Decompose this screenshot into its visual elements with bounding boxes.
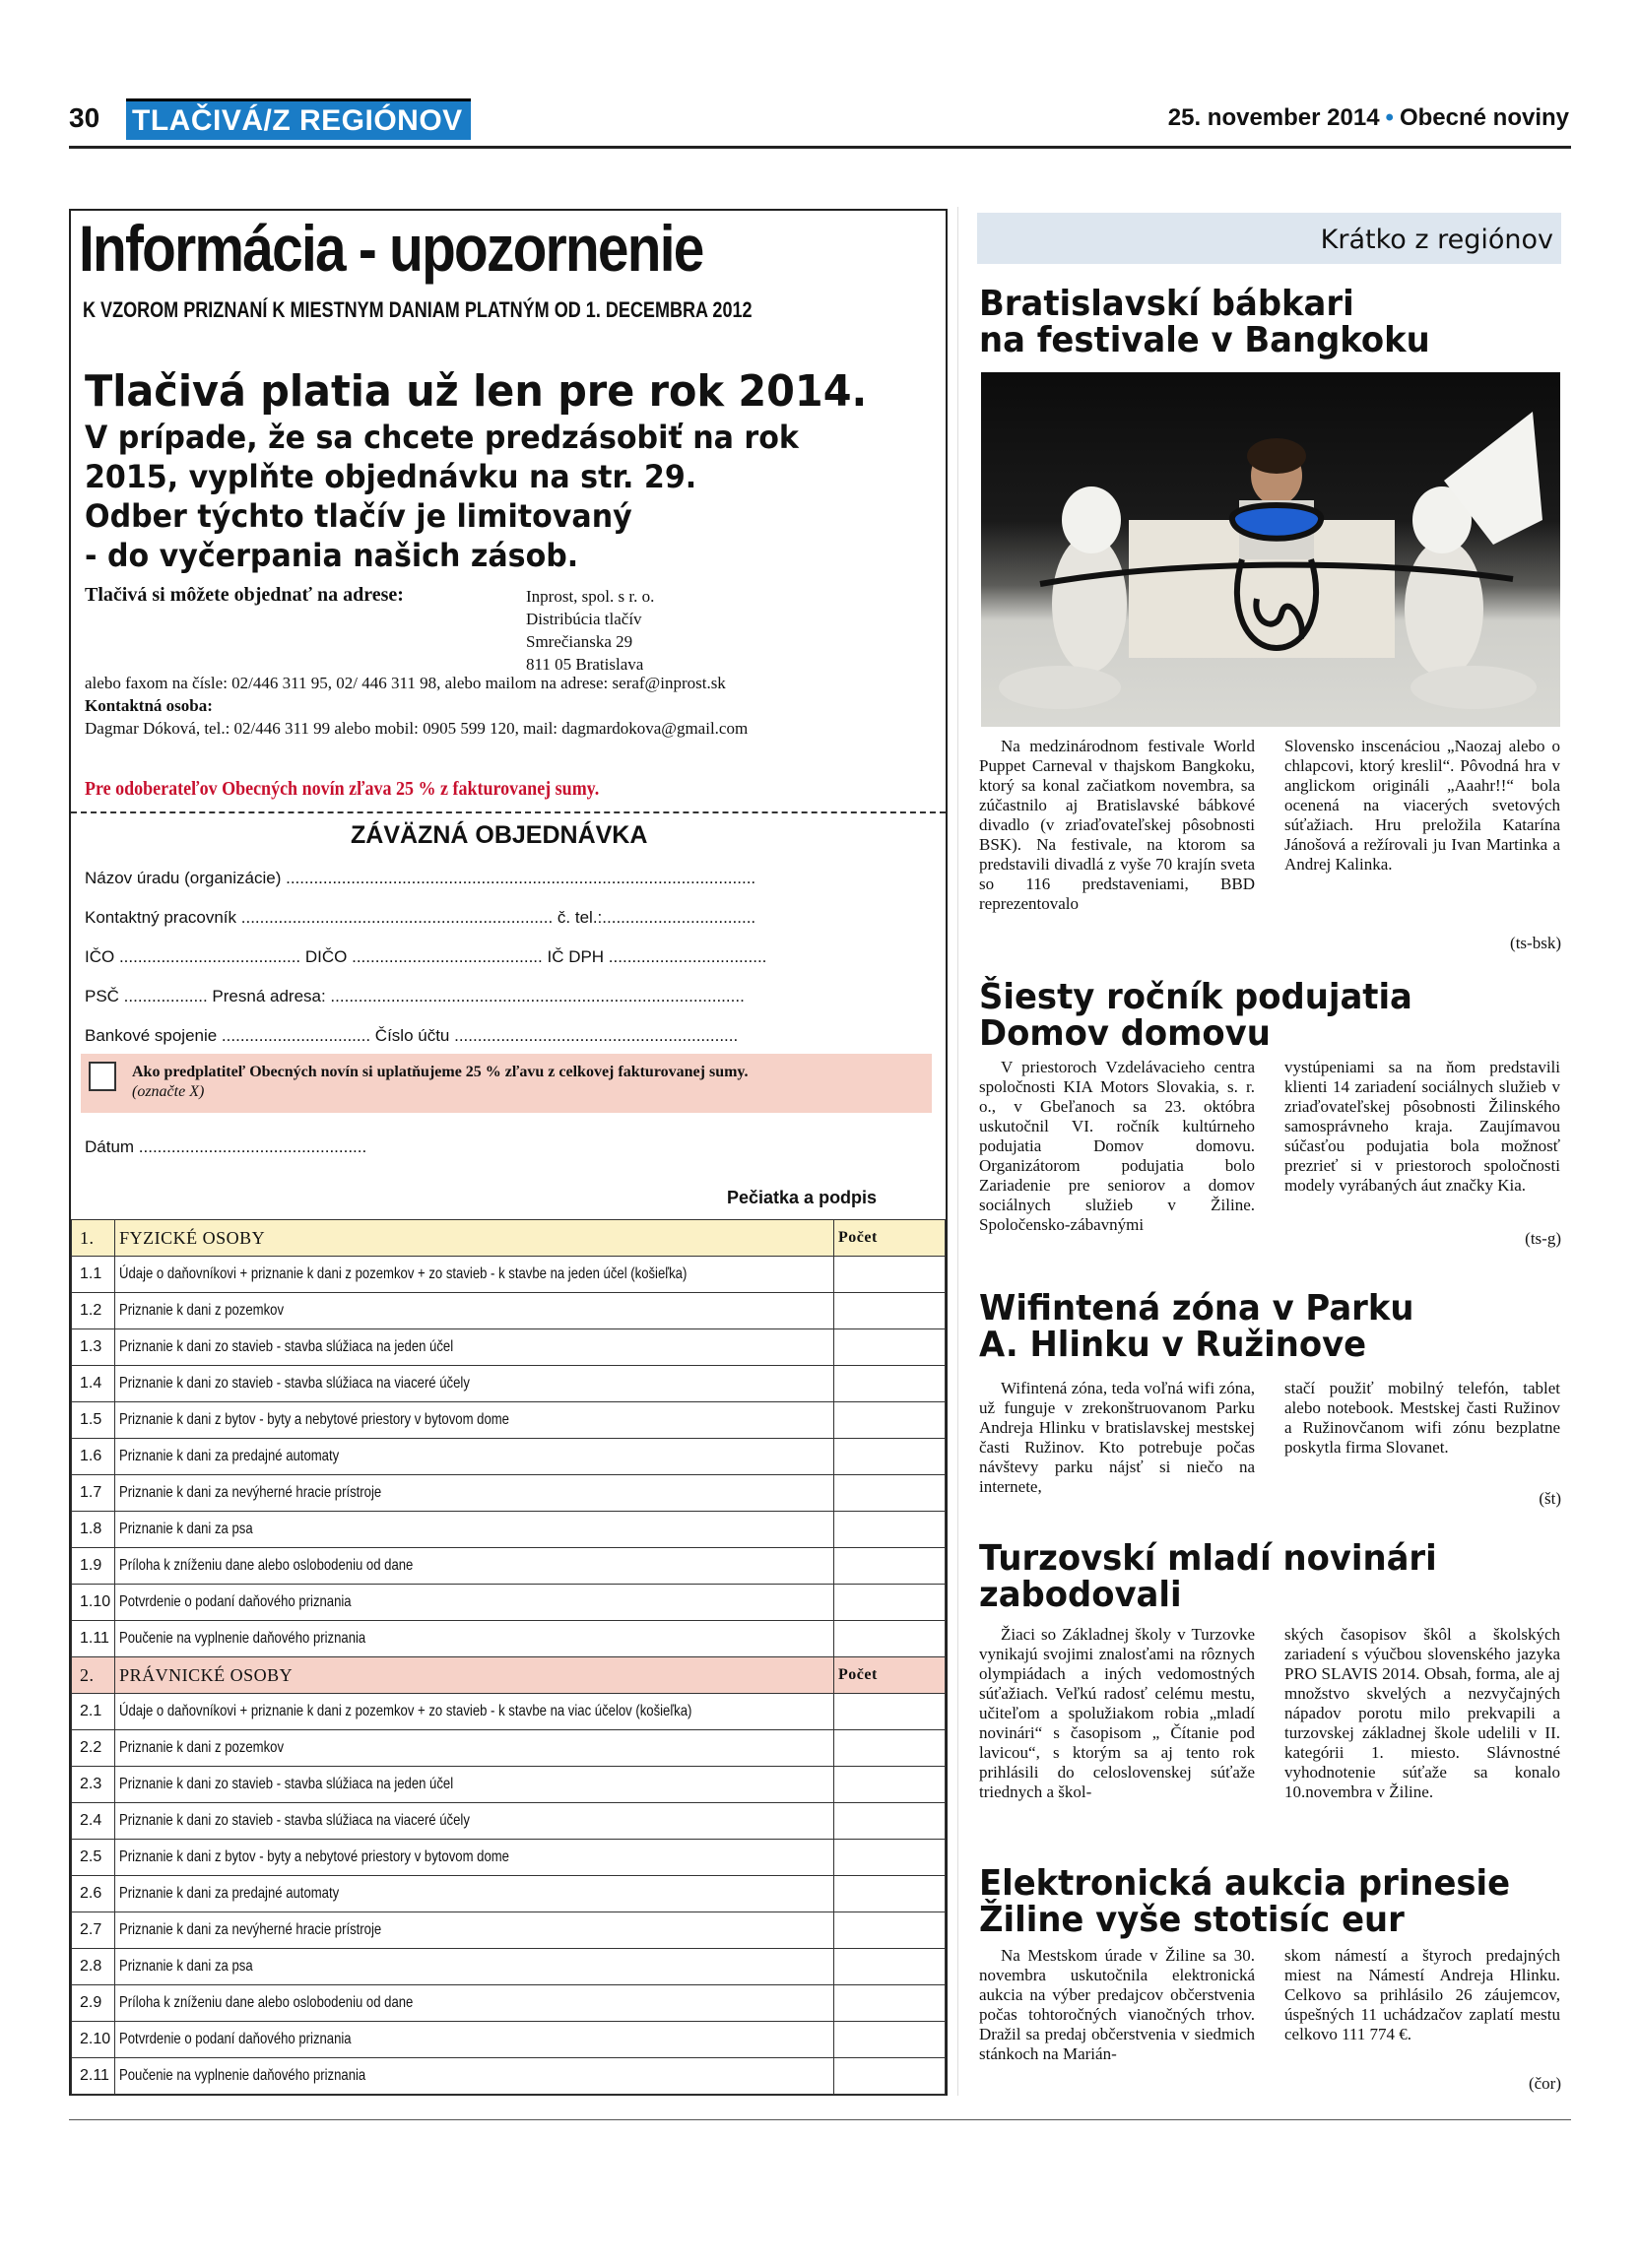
- cut-line: [71, 811, 946, 813]
- discount-note: Pre odoberateľov Obecných novín zľava 25 % z fakturovanej sumy.: [85, 778, 600, 800]
- count-input-cell[interactable]: [834, 2058, 946, 2095]
- count-column-label: Počet: [834, 1220, 946, 1257]
- section-number: 1.: [72, 1220, 115, 1257]
- row-description-text: Priznanie k dani za predajné automaty: [119, 1448, 340, 1464]
- row-description: [115, 1585, 834, 1621]
- row-description-text: Údaje o daňovníkovi + priznanie k dani z pozemkov + zo stavieb - k stavbe na viac účelov (košieľka): [119, 1703, 692, 1719]
- row-description-text: Priznanie k dani za predajné automaty: [119, 1885, 340, 1902]
- count-column-label: Počet: [834, 1657, 946, 1694]
- section-label: TLAČIVÁ/Z REGIÓNOV: [126, 98, 471, 140]
- article-headline: [979, 1540, 1437, 1613]
- headline-line: Turzovskí mladí novinári: [979, 1538, 1437, 1579]
- address-block: [526, 585, 654, 676]
- article-col2: ských časopisov škôl a školských zariadení s výučbou slovenského jazyka PRO SLAVIS 2014. Obsah, forma, ale aj množstvo skvelých a nezvyčajných nápadov porotu milo prekvapili a turzovskej základnej škole udelili v II. kategórii 1. miesto. Slávnostné vyhodnotenie súťaže sa konalo 10.novembra v Žiline.: [1284, 1625, 1560, 1801]
- article-col2: skom námestí a štyroch predajných miest na Námestí Andreja Hlinku. Celkovo sa prihlásilo 26 záujemcov, úspešných 11 uchádzačov zaplatí mestu celkovo 111 774 €.: [1284, 1946, 1560, 2043]
- table-row: [72, 1293, 946, 1329]
- row-number: 2.2: [72, 1730, 115, 1767]
- row-description-text: Priznanie k dani zo stavieb - stavba slúžiaca na viaceré účely: [119, 1812, 471, 1829]
- table-row: [72, 1329, 946, 1366]
- row-description-text: Priznanie k dani z bytov - byty a nebytové priestory v bytovom dome: [119, 1848, 510, 1865]
- table-row: [72, 2058, 946, 2095]
- headline-line: na festivale v Bangkoku: [979, 320, 1430, 360]
- row-description-text: Potvrdenie o podaní daňového priznania: [119, 1593, 352, 1610]
- notice-line: 2015, vyplňte objednávku na str. 29.: [85, 458, 697, 495]
- article-headline: [979, 1290, 1413, 1363]
- bottom-rule: [69, 2119, 1571, 2120]
- address-label: Tlačivá si môžete objednať na adrese:: [85, 584, 404, 606]
- row-number: 1.6: [72, 1439, 115, 1475]
- count-input-cell[interactable]: [834, 1730, 946, 1767]
- puppeteer-right: [1405, 412, 1542, 709]
- row-description-text: Priznanie k dani zo stavieb - stavba slúžiaca na jeden účel: [119, 1776, 454, 1792]
- row-number: 1.5: [72, 1402, 115, 1439]
- count-input-cell[interactable]: [834, 1585, 946, 1621]
- row-description: [115, 1840, 834, 1876]
- row-description-text: Príloha k zníženiu dane alebo oslobodeniu od dane: [119, 1557, 414, 1574]
- row-description-text: Priznanie k dani za psa: [119, 1958, 253, 1975]
- count-input-cell[interactable]: [834, 1439, 946, 1475]
- count-input-cell[interactable]: [834, 1985, 946, 2022]
- count-input-cell[interactable]: [834, 1475, 946, 1512]
- article-headline: [979, 979, 1412, 1052]
- notice-line: Odber týchto tlačív je limitovaný: [85, 497, 632, 535]
- count-input-cell[interactable]: [834, 1949, 946, 1985]
- row-description-text: Priznanie k dani zo stavieb - stavba slúžiaca na viaceré účely: [119, 1375, 471, 1392]
- row-description: [115, 1985, 834, 2022]
- article-headline: [979, 1865, 1510, 1938]
- headline-line: Bratislavskí bábkari: [979, 284, 1354, 324]
- table-section-header: [72, 1220, 946, 1257]
- count-input-cell[interactable]: [834, 1257, 946, 1293]
- row-description: [115, 1949, 834, 1985]
- row-description-text: Údaje o daňovníkovi + priznanie k dani z pozemkov + zo stavieb - k stavbe na jeden účel (košieľka): [119, 1265, 688, 1282]
- discount-checkbox[interactable]: [89, 1062, 116, 1091]
- row-description-text: Priznanie k dani za nevýherné hracie prístroje: [119, 1484, 382, 1501]
- table-row: [72, 1730, 946, 1767]
- row-number: 2.3: [72, 1767, 115, 1803]
- table-row: [72, 1949, 946, 1985]
- table-row: [72, 1548, 946, 1585]
- row-description: [115, 1621, 834, 1657]
- row-description: [115, 1694, 834, 1730]
- row-number: 1.7: [72, 1475, 115, 1512]
- table-row: [72, 1621, 946, 1657]
- puppet-photo: [981, 372, 1560, 727]
- fax-line: alebo faxom na čísle: 02/446 311 95, 02/ 446 311 98, alebo mailom na adrese: seraf@inprost.sk: [85, 674, 726, 692]
- headline-line: Wifintená zóna v Parku: [979, 1288, 1414, 1328]
- row-description-text: Príloha k zníženiu dane alebo oslobodeniu od dane: [119, 1994, 414, 2011]
- row-number: 2.8: [72, 1949, 115, 1985]
- table-row: [72, 1840, 946, 1876]
- contact-block: [85, 672, 748, 740]
- row-description-text: Priznanie k dani za psa: [119, 1521, 253, 1537]
- field-ico-dic[interactable]: IČO ....................................... DIČO ......................................... IČ DPH ..................................: [85, 947, 767, 966]
- row-number: 1.3: [72, 1329, 115, 1366]
- headline-line: Domov domovu: [979, 1013, 1271, 1054]
- row-number: 1.1: [72, 1257, 115, 1293]
- row-description: [115, 1767, 834, 1803]
- count-input-cell[interactable]: [834, 1329, 946, 1366]
- row-description: [115, 1912, 834, 1949]
- article-col1: Žiaci so Základnej školy v Turzovke vynikajú svojimi znalosťami na rôznych olympiádach a iných vedomostných súťažiach. Veľkú radosť celému mestu, učiteľom a spolužiakom robia „mladí novinári“ s časopisom „ Čítanie pod lavicou“, s ktorým sa aj tento rok prihlásili do celoslovenskej súťaže triednych a škol-: [979, 1625, 1255, 1801]
- table-row: [72, 1366, 946, 1402]
- row-number: 1.9: [72, 1548, 115, 1585]
- section-number: 2.: [72, 1657, 115, 1694]
- stamp-label: Pečiatka a podpis: [727, 1188, 878, 1207]
- row-description-text: Poučenie na vyplnenie daňového priznania: [119, 1630, 366, 1647]
- article-signature: (čor): [1528, 2074, 1561, 2093]
- notice-line: V prípade, že sa chcete predzásobiť na rok: [85, 419, 799, 456]
- row-description: [115, 2022, 834, 2058]
- row-number: 2.5: [72, 1840, 115, 1876]
- field-bank[interactable]: Bankové spojenie ................................ Číslo účtu .............................................................: [85, 1026, 739, 1045]
- count-input-cell[interactable]: [834, 1912, 946, 1949]
- table-row: [72, 1475, 946, 1512]
- notice-line: - do vyčerpania našich zásob.: [85, 537, 579, 574]
- headline-line: Elektronická aukcia prinesie: [979, 1863, 1511, 1904]
- table-row: [72, 1803, 946, 1840]
- row-description-text: Priznanie k dani zo stavieb - stavba slúžiaca na jeden účel: [119, 1338, 454, 1355]
- row-number: 2.7: [72, 1912, 115, 1949]
- row-description: [115, 1257, 834, 1293]
- checkbox-hint: (označte X): [132, 1083, 205, 1100]
- column-title: Krátko z regiónov: [1320, 225, 1553, 255]
- row-number: 1.11: [72, 1621, 115, 1657]
- row-description: [115, 1366, 834, 1402]
- row-number: 1.8: [72, 1512, 115, 1548]
- row-number: 1.10: [72, 1585, 115, 1621]
- issue-date: 25. november 2014: [1167, 104, 1380, 131]
- article-col1: Wifintená zóna, teda voľná wifi zóna, už funguje v zrekonštruovanom Parku Andreja Hlinku v bratislavskej mestskej časti Ružinov. Kto potrebuje počas návštevy parku nájsť si niečo na internete,: [979, 1379, 1255, 1496]
- table-row: [72, 1439, 946, 1475]
- article-col1: V priestoroch Vzdelávacieho centra spoločnosti KIA Motors Slovakia, s. r. o., v Gbeľanoch sa 23. októbra uskutočnil VI. ročník kultúrneho podujatia Domov domovu. Organizátorom podujatia bolo Zariadenie pre seniorov a domov sociálnych služieb v Žiline. Spoločensko-zábavnými: [979, 1058, 1255, 1234]
- count-input-cell[interactable]: [834, 2022, 946, 2058]
- contact-line: Dagmar Dóková, tel.: 02/446 311 99 alebo mobil: 0905 599 120, mail: dagmardokova@gmail.com: [85, 719, 749, 738]
- row-number: 1.2: [72, 1293, 115, 1329]
- puppeteer-left: [999, 486, 1127, 709]
- order-table: [71, 1219, 946, 2095]
- row-description: [115, 1329, 834, 1366]
- row-description: [115, 1402, 834, 1439]
- field-psc-address[interactable]: PSČ .................. Presná adresa: .........................................................................................: [85, 987, 745, 1005]
- article-signature: (št): [1539, 1489, 1561, 1508]
- table-row: [72, 1585, 946, 1621]
- headline-line: Šiesty ročník podujatia: [979, 977, 1412, 1017]
- headline-line: zabodovali: [979, 1575, 1182, 1615]
- row-number: 2.4: [72, 1803, 115, 1840]
- address-line: Smrečianska 29: [526, 632, 633, 651]
- table-row: [72, 1876, 946, 1912]
- table-row: [72, 2022, 946, 2058]
- row-number: 2.11: [72, 2058, 115, 2095]
- row-description: [115, 2058, 834, 2095]
- count-input-cell[interactable]: [834, 1402, 946, 1439]
- row-description-text: Poučenie na vyplnenie daňového priznania: [119, 2067, 366, 2084]
- address-line: Inprost, spol. s r. o.: [526, 587, 655, 606]
- section-title: PRÁVNICKÉ OSOBY: [115, 1657, 834, 1694]
- field-office-name[interactable]: Názov úradu (organizácie) .....................................................................................................: [85, 869, 756, 887]
- row-number: 2.9: [72, 1985, 115, 2022]
- headline-line: A. Hlinku v Ružinove: [979, 1325, 1367, 1365]
- notice-lines: [85, 418, 799, 575]
- row-description: [115, 1439, 834, 1475]
- count-input-cell[interactable]: [834, 1876, 946, 1912]
- address-line: 811 05 Bratislava: [526, 655, 644, 674]
- row-description-text: Priznanie k dani za nevýherné hracie prístroje: [119, 1921, 382, 1938]
- count-input-cell[interactable]: [834, 1694, 946, 1730]
- row-description: [115, 1803, 834, 1840]
- article-col1: Na medzinárodnom festivale World Puppet Carneval v thajskom Bangkoku, ktorý sa konal začiatkom novembra, sa zúčastnilo aj Bratislavské bábkové divadlo (v zriaďovateľskej pôsobnosti BSK). Na festivale, na ktorom sa predstavili divadlá z vyše 70 krajín sveta so 116 predstaveniami, BBD reprezentovalo: [979, 737, 1255, 913]
- table-row: [72, 1767, 946, 1803]
- row-description-text: Priznanie k dani z pozemkov: [119, 1739, 285, 1756]
- row-number: 2.6: [72, 1876, 115, 1912]
- field-contact-person[interactable]: Kontaktný pracovník ................................................................... č. tel.:.................................: [85, 908, 756, 927]
- row-description-text: Priznanie k dani z pozemkov: [119, 1302, 285, 1319]
- separator-dot: •: [1385, 104, 1394, 131]
- address-line: Distribúcia tlačív: [526, 610, 642, 628]
- article-signature: (ts-g): [1525, 1229, 1561, 1248]
- row-description: [115, 1730, 834, 1767]
- checkbox-text: Ako predplatiteľ Obecných novín si uplatňujeme 25 % zľavu z celkovej fakturovanej sumy.: [132, 1064, 749, 1080]
- table-row: [72, 1912, 946, 1949]
- table-row: [72, 1985, 946, 2022]
- order-heading: ZÁVÄZNÁ OBJEDNÁVKA: [351, 821, 648, 849]
- issue-info: [1168, 104, 1569, 132]
- table-row: [72, 1512, 946, 1548]
- row-description-text: Potvrdenie o podaní daňového priznania: [119, 2031, 352, 2047]
- row-description-text: Priznanie k dani z bytov - byty a nebytové priestory v bytovom dome: [119, 1411, 510, 1428]
- count-input-cell[interactable]: [834, 1840, 946, 1876]
- notice-subtitle: K VZOROM PRIZNANÍ K MIESTNYM DANIAM PLATNÝM OD 1. DECEMBRA 2012: [83, 297, 753, 322]
- table-row: [72, 1257, 946, 1293]
- count-input-cell[interactable]: [834, 1366, 946, 1402]
- notice-title: Informácia - upozornenie: [79, 212, 703, 285]
- count-input-cell[interactable]: [834, 1548, 946, 1585]
- row-number: 1.4: [72, 1366, 115, 1402]
- contact-label: Kontaktná osoba:: [85, 696, 213, 715]
- table-section-header: [72, 1657, 946, 1694]
- count-input-cell[interactable]: [834, 1512, 946, 1548]
- row-number: 2.1: [72, 1694, 115, 1730]
- table-row: [72, 1402, 946, 1439]
- article-col2: stačí použiť mobilný telefón, tablet alebo notebook. Mestskej časti Ružinov a Ružinovčanom wifi zónu bezplatne poskytla firma Slovanet.: [1284, 1379, 1560, 1457]
- column-divider: [957, 207, 958, 2096]
- article-signature: (ts-bsk): [1510, 934, 1561, 952]
- discount-checkbox-panel: [81, 1054, 932, 1113]
- article-col1: Na Mestskom úrade v Žiline sa 30. novembra uskutočnila elektronická aukcia na výber predajcov občerstvenia počas tohtoročných vianočných trhov. Dražil sa predaj občerstvenia v siedmich stánkoch na Marián-: [979, 1946, 1255, 2063]
- count-input-cell[interactable]: [834, 1293, 946, 1329]
- paper-name: Obecné noviny: [1399, 104, 1569, 131]
- headline-line: Žiline vyše stotisíc eur: [979, 1900, 1405, 1940]
- row-description: [115, 1548, 834, 1585]
- row-description: [115, 1293, 834, 1329]
- row-description: [115, 1876, 834, 1912]
- row-description: [115, 1475, 834, 1512]
- row-description: [115, 1512, 834, 1548]
- article-col2: vystúpeniami sa na ňom predstavili klienti 14 zariadení sociálnych služieb v zriaďovateľskej pôsobnosti Žilinského samosprávneho kraja. Zaujímavou súčasťou podujatia bola možnosť prezrieť si v priestoroch spoločnosti modely vyrábaných áut značky Kia.: [1284, 1058, 1560, 1195]
- count-input-cell[interactable]: [834, 1621, 946, 1657]
- section-title: FYZICKÉ OSOBY: [115, 1220, 834, 1257]
- notice-main-line: Tlačivá platia už len pre rok 2014.: [85, 366, 868, 417]
- row-number: 2.10: [72, 2022, 115, 2058]
- date-field[interactable]: Dátum .................................................: [85, 1137, 367, 1156]
- page-number: 30: [69, 102, 100, 133]
- table-row: [72, 1694, 946, 1730]
- count-input-cell[interactable]: [834, 1767, 946, 1803]
- header-rule: [69, 146, 1571, 149]
- article-col2: Slovensko inscenáciou „Naozaj alebo o chlapcovi, ktorý kreslil“. Pôvodná hra v anglickom origináli „Aaahr!!“ bola ocenená na viacerých svetových súťažiach. Hru preložila Katarína Jánošová a režírovali ju Ivan Martinka a Andrej Kalinka.: [1284, 737, 1560, 874]
- article-headline: [979, 286, 1430, 358]
- count-input-cell[interactable]: [834, 1803, 946, 1840]
